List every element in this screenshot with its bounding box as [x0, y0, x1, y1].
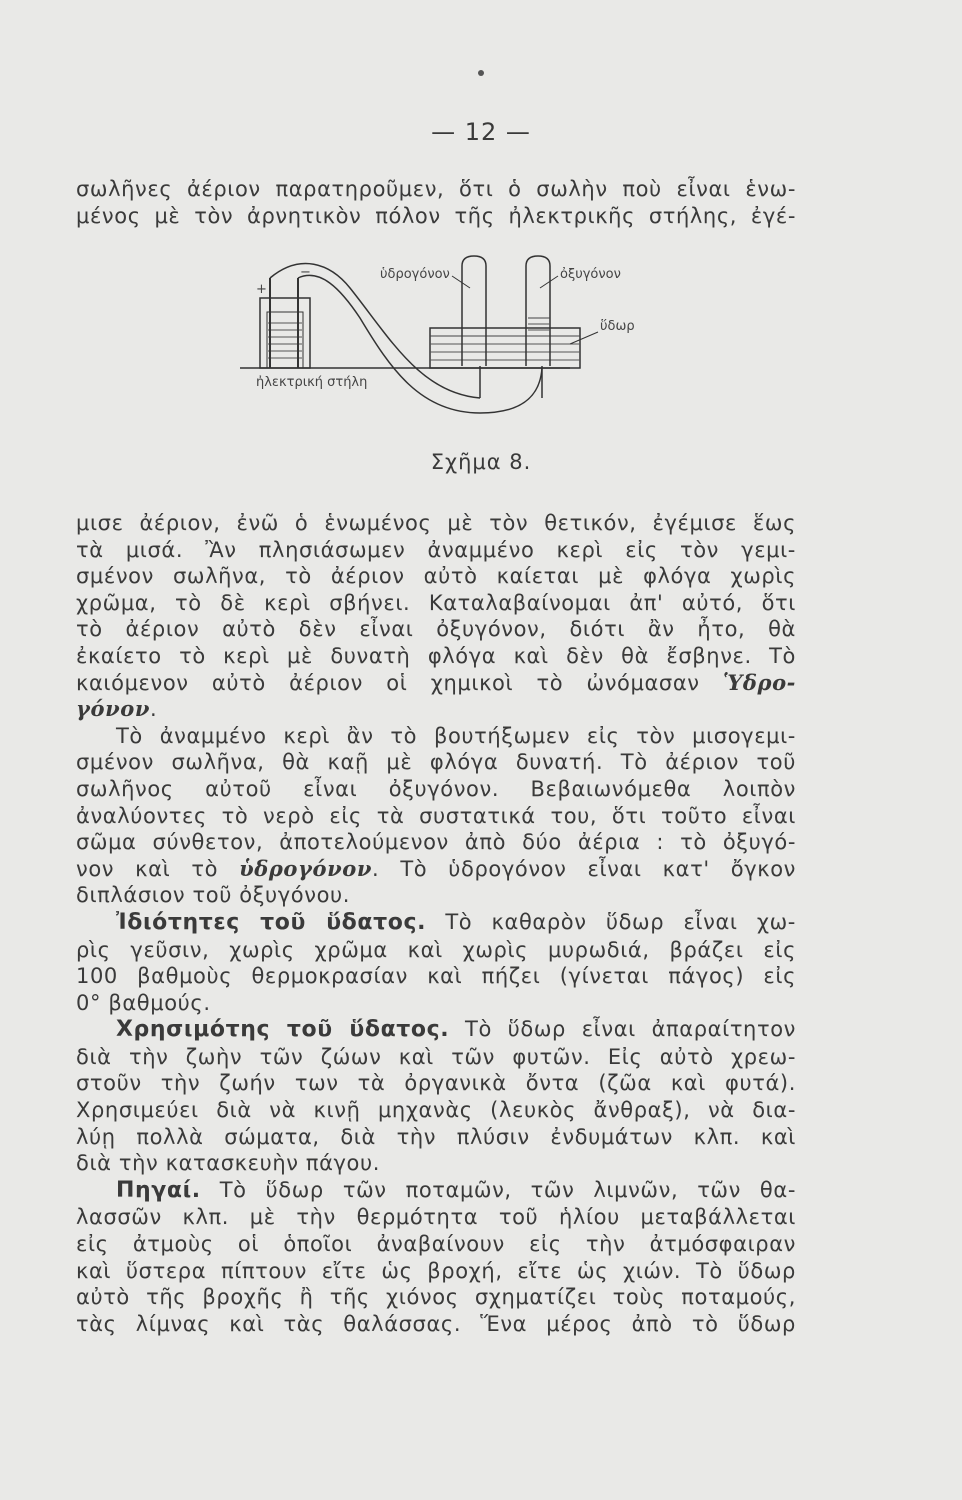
text-line [76, 696, 796, 723]
battery-icon [256, 265, 311, 368]
page-number: — 12 — [431, 118, 531, 146]
text-line [76, 909, 796, 937]
intro-paragraph [76, 176, 796, 229]
text-segment: . [150, 697, 158, 722]
label-hydrogen: ὑδρογόνον [380, 267, 450, 282]
text-segment: νον καὶ τὸ [76, 856, 219, 881]
text-line: στοῦν τὴν ζωήν των τὰ ὀργανικὰ ὄντα (ζῶα καὶ φυτά). [76, 1071, 796, 1096]
water-vessel [430, 328, 580, 368]
text-line: σωλῆνες ἀέριον παρατηροῦμεν, ὅτι ὁ σωλὴν ποὺ εἶναι ἑνω- [76, 177, 796, 201]
text-line: τὸ ἀέριον αὐτὸ δὲν εἶναι ὀξυγόνον, διότι ἂν ἦτο, θὰ [76, 617, 796, 642]
label-water: ὕδωρ [600, 319, 635, 334]
section-heading-properties: Ἰδιότητες τοῦ ὕδατος. [116, 909, 427, 935]
term-hydrogen-cont: γόνον [76, 696, 151, 722]
text-line: Τὸ ἀναμμένο κερὶ ἂν τὸ βουτήξωμεν εἰς τὸν μισογεμι- [116, 723, 796, 748]
electrolysis-diagram [240, 248, 670, 428]
text-line: λασσῶν κλπ. μὲ τὴν θερμότητα τοῦ ἡλίου μεταβάλλεται [76, 1205, 796, 1230]
text-segment: Τὸ καθαρὸν ὕδωρ εἶναι χω- [445, 909, 796, 934]
text-line: διπλάσιον τοῦ ὀξυγόνου. [76, 883, 351, 908]
label-oxygen: ὀξυγόνον [560, 267, 621, 282]
text-line: 100 βαθμοὺς θερμοκρασίαν καὶ πήζει (γίνεται πάγος) εἰς [76, 964, 796, 989]
oxygen-tube [526, 256, 550, 398]
text-line: Χρησιμεύει διὰ νὰ κινῇ μηχανὰς (λευκὸς ἄνθραξ), νὰ δια- [76, 1098, 796, 1123]
section-heading-usefulness: Χρησιμότης τοῦ ὕδατος. [116, 1017, 450, 1043]
main-text [76, 510, 796, 1337]
text-line: ρὶς γεῦσιν, χωρὶς χρῶμα καὶ χωρὶς μυρωδιά, βράζει εἰς [76, 937, 796, 962]
text-segment: Τὸ ὕδωρ εἶναι ἀπαραίτητον [465, 1017, 796, 1042]
text-line: μένος μὲ τὸν ἀρνητικὸν πόλον τῆς ἠλεκτρικῆς στήλης, ἐγέ- [76, 203, 796, 228]
term-hydrogen: Ὑδρο- [722, 669, 796, 695]
text-segment: Τὸ ὕδωρ τῶν ποταμῶν, τῶν λιμνῶν, τῶν θα- [219, 1177, 796, 1202]
text-line: τὰς λίμνας καὶ τὰς θαλάσσας. Ἕνα μέρος ἀπὸ τὸ ὕδωρ [76, 1311, 796, 1336]
label-battery: ἠλεκτρική στήλη [256, 375, 368, 390]
svg-text:+: + [256, 282, 267, 297]
term-hydrogen-2: ὑδρογόνον [239, 855, 373, 881]
text-line [76, 670, 796, 697]
text-line: τὰ μισά. Ἂν πλησιάσωμεν ἀναμμένο κερὶ εἰς τὸν γεμι- [76, 537, 796, 562]
section-heading-sources: Πηγαί. [116, 1177, 201, 1203]
text-segment: . Τὸ ὑδρογόνον εἶναι κατ' ὄγκον [372, 856, 796, 881]
text-segment: καιόμενον αὐτὸ ἀέριον οἱ χημικοὶ τὸ ὠνόμασαν [76, 670, 700, 695]
text-line [76, 1177, 796, 1205]
text-line: σμένον σωλῆνα, τὸ ἀέριον αὐτὸ καίεται μὲ φλόγα χωρὶς [76, 564, 796, 589]
hydrogen-tube [462, 256, 486, 398]
text-line: χρῶμα, τὸ δὲ κερὶ σβήνει. Καταλαβαίνομαι ἀπ' αὐτό, ὅτι [76, 590, 796, 615]
svg-text:−: − [300, 265, 311, 280]
figure-caption: Σχῆμα 8. [430, 450, 532, 474]
text-line: μισε ἀέριον, ἐνῶ ὁ ἑνωμένος μὲ τὸν θετικόν, ἐγέμισε ἕως [76, 511, 796, 535]
text-line: 0° βαθμούς. [76, 990, 211, 1015]
text-line: σωλῆνος αὐτοῦ εἶναι ὀξυγόνον. Βεβαιωνόμεθα λοιπὸν [76, 776, 796, 801]
text-line: ἀναλύοντες τὸ νερὸ εἰς τὰ συστατικά του, ὅτι τοῦτο εἶναι [76, 803, 796, 828]
text-line: διὰ τὴν κατασκευὴν πάγου. [76, 1151, 381, 1176]
text-line [76, 1016, 796, 1044]
text-line: καὶ ὕστερα πίπτουν εἴτε ὡς βροχή, εἴτε ὡς χιών. Τὸ ὕδωρ [76, 1258, 796, 1283]
text-line: λύῃ πολλὰ σώματα, διὰ τὴν πλύσιν ἐνδυμάτων κλπ. καὶ [76, 1124, 796, 1149]
text-line: διὰ τὴν ζωὴν τῶν ζώων καὶ τῶν φυτῶν. Εἰς αὐτὸ χρεω- [76, 1044, 796, 1069]
text-line: σμένον σωλῆνα, θὰ καῇ μὲ φλόγα δυνατή. Τὸ ἀέριον τοῦ [76, 750, 796, 775]
ink-dot [478, 70, 484, 76]
text-line [76, 856, 796, 883]
text-line: αὐτὸ τῆς βροχῆς ἢ τῆς χιόνος σχηματίζει τοὺς ποταμούς, [76, 1285, 796, 1310]
text-line: εἰς ἀτμοὺς οἱ ὁποῖοι ἀναβαίνουν εἰς τὴν ἀτμόσφαιραν [76, 1232, 796, 1257]
text-line: σῶμα σύνθετον, ἀποτελούμενον ἀπὸ δύο ἀέρια : τὸ ὀξυγό- [76, 830, 796, 855]
text-line: ἐκαίετο τὸ κερὶ μὲ δυνατὴ φλόγα καὶ δὲν θὰ ἔσβηνε. Τὸ [76, 643, 796, 668]
